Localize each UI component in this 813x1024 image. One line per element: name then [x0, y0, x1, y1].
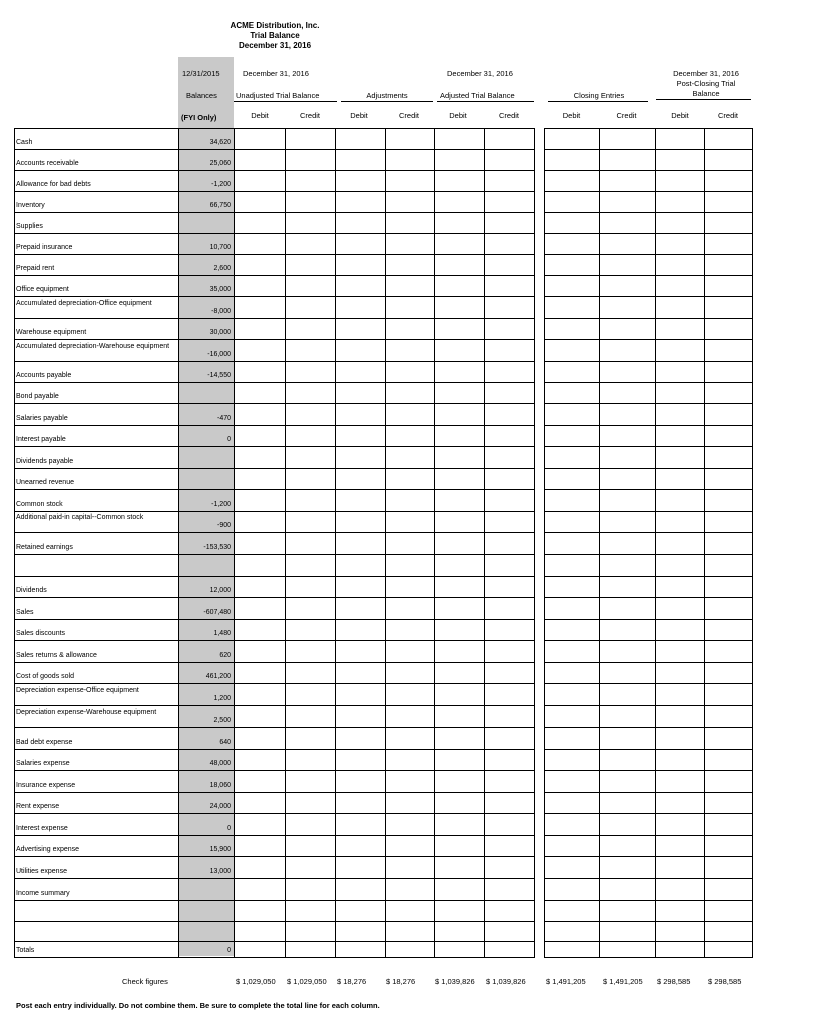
- account-label: Prepaid rent: [16, 265, 55, 272]
- fyi-balance-value: 48,000: [209, 760, 231, 767]
- grid-row-line: [544, 254, 752, 255]
- grid-row-line: [544, 705, 752, 706]
- fyi-balance-value: 620: [219, 652, 231, 659]
- fyi-balance-value: -14,550: [207, 372, 231, 379]
- header-post-date: December 31, 2016: [673, 69, 739, 78]
- account-label: Cash: [16, 139, 33, 146]
- instruction-note: Post each entry individually. Do not combine them. Be sure to complete the total line for each column.: [16, 1001, 380, 1010]
- grid-column-line: [544, 128, 545, 958]
- grid-column-line: [534, 128, 535, 958]
- fyi-balance-value: 13,000: [209, 868, 231, 875]
- grid-row-line: [544, 149, 752, 150]
- grid-row-line: [14, 446, 534, 447]
- grid-row-line: [544, 856, 752, 857]
- header-post-title-1: Post-Closing Trial: [676, 79, 736, 88]
- grid-row-line: [544, 683, 752, 684]
- check-close-debit: $ 1,491,205: [546, 977, 586, 986]
- grid-row-line: [544, 468, 752, 469]
- grid-row-line: [544, 597, 752, 598]
- check-close-credit: $ 1,491,205: [603, 977, 643, 986]
- account-label: Retained earnings: [16, 544, 73, 551]
- fyi-balance-value: -8,000: [211, 308, 231, 315]
- grid-row-line: [14, 403, 534, 404]
- grid-row-line: [14, 900, 534, 901]
- header-prior-balances: Balances: [186, 91, 217, 100]
- fyi-balance-value: 66,750: [209, 202, 231, 209]
- grid-row-line: [14, 318, 534, 319]
- header-unadj-date: December 31, 2016: [243, 69, 309, 78]
- account-label: Bond payable: [16, 393, 59, 400]
- grid-row-line: [14, 382, 534, 383]
- grid-row-line: [14, 792, 534, 793]
- fyi-balance-value: 34,620: [209, 139, 231, 146]
- grid-column-line: [335, 128, 336, 958]
- grid-row-line: [14, 619, 534, 620]
- grid-row-line: [14, 468, 534, 469]
- company-name: ACME Distribution, Inc.: [230, 21, 320, 30]
- fyi-balance-value: 1,480: [213, 630, 231, 637]
- check-unadj-credit: $ 1,029,050: [287, 977, 327, 986]
- grid-row-line: [14, 813, 534, 814]
- grid-row-line: [544, 212, 752, 213]
- fyi-balance-value: 30,000: [209, 329, 231, 336]
- fyi-balance-value: 2,500: [213, 717, 231, 724]
- header-atb-title: Adjusted Trial Balance: [440, 91, 515, 100]
- grid-column-line: [385, 128, 386, 958]
- subheader-debit: Debit: [251, 111, 269, 120]
- subheader-credit: Credit: [616, 111, 637, 120]
- account-label: Office equipment: [16, 286, 69, 293]
- grid-row-line: [544, 900, 752, 901]
- grid-column-line: [234, 128, 235, 958]
- check-unadj-debit: $ 1,029,050: [236, 977, 276, 986]
- grid-column-line: [14, 128, 15, 958]
- grid-row-line: [14, 361, 534, 362]
- grid-row-line: [544, 662, 752, 663]
- account-label: Accumulated depreciation-Office equipment: [16, 300, 152, 307]
- grid-row-line: [544, 554, 752, 555]
- subheader-credit: Credit: [498, 111, 519, 120]
- grid-row-line: [544, 792, 752, 793]
- grid-row-line: [14, 128, 534, 129]
- grid-row-line: [544, 275, 752, 276]
- fyi-balance-value: 15,900: [209, 846, 231, 853]
- grid-row-line: [544, 532, 752, 533]
- grid-row-line: [14, 212, 534, 213]
- account-label: Utilities expense: [16, 868, 67, 875]
- grid-row-line: [14, 576, 534, 577]
- grid-row-line: [14, 727, 534, 728]
- fyi-balance-value: -470: [216, 415, 231, 422]
- fyi-balance-value: 461,200: [205, 673, 231, 680]
- account-label: Sales returns & allowance: [16, 652, 97, 659]
- grid-row-line: [14, 662, 534, 663]
- fyi-balance-value: 2,600: [213, 265, 231, 272]
- header-prior-date: 12/31/2015: [182, 69, 220, 78]
- check-adj-debit: $ 18,276: [337, 977, 367, 986]
- header-unadj-underline: [234, 101, 337, 102]
- grid-row-line: [14, 275, 534, 276]
- account-label: Totals: [16, 947, 35, 954]
- grid-column-line: [752, 128, 753, 958]
- account-label: Depreciation expense-Office equipment: [16, 687, 139, 694]
- grid-row-line: [544, 921, 752, 922]
- account-label: Allowance for bad debts: [16, 181, 91, 188]
- subheader-credit: Credit: [398, 111, 419, 120]
- account-label: Salaries payable: [16, 415, 68, 422]
- account-label: Salaries expense: [16, 760, 70, 767]
- header-atb-underline: [437, 101, 534, 102]
- fyi-balance-value: 24,000: [209, 803, 231, 810]
- report-date: December 31, 2016: [238, 41, 312, 50]
- subheader-debit: Debit: [449, 111, 467, 120]
- fyi-balance-value: -16,000: [207, 351, 231, 358]
- grid-row-line: [544, 446, 752, 447]
- grid-row-line: [14, 770, 534, 771]
- grid-row-line: [14, 878, 534, 879]
- grid-row-line: [14, 835, 534, 836]
- grid-column-line: [599, 128, 600, 958]
- account-label: Cost of goods sold: [16, 673, 74, 680]
- grid-row-line: [14, 856, 534, 857]
- account-label: Bad debt expense: [16, 739, 73, 746]
- grid-row-line: [14, 254, 534, 255]
- subheader-credit: Credit: [717, 111, 738, 120]
- account-label: Accumulated depreciation-Warehouse equipment: [16, 343, 170, 350]
- grid-column-line: [704, 128, 705, 958]
- account-label: Income summary: [16, 890, 70, 897]
- fyi-balance-value: -153,530: [203, 544, 231, 551]
- subheader-debit: Debit: [350, 111, 368, 120]
- grid-row-line: [544, 727, 752, 728]
- account-label: Dividends payable: [16, 458, 74, 465]
- grid-row-line: [544, 170, 752, 171]
- header-closing-underline: [548, 101, 648, 102]
- grid-row-line: [14, 425, 534, 426]
- fyi-balance-value: 0: [227, 947, 231, 954]
- grid-row-line: [14, 191, 534, 192]
- grid-row-line: [14, 532, 534, 533]
- grid-row-line: [14, 339, 534, 340]
- header-adjustments: Adjustments: [366, 91, 408, 100]
- fyi-balance-value: -1,200: [211, 181, 231, 188]
- header-unadj-title: Unadjusted Trial Balance: [236, 91, 320, 100]
- grid-row-line: [14, 554, 534, 555]
- account-label: Accounts receivable: [16, 160, 79, 167]
- account-label: Warehouse equipment: [16, 329, 87, 336]
- account-label: Additional paid-in capital--Common stock: [16, 514, 144, 521]
- grid-row-line: [544, 128, 752, 129]
- grid-row-line: [14, 683, 534, 684]
- header-closing: Closing Entries: [573, 91, 625, 100]
- fyi-balance-value: 18,060: [209, 782, 231, 789]
- account-label: Unearned revenue: [16, 479, 74, 486]
- grid-row-line: [14, 511, 534, 512]
- account-label: Sales discounts: [16, 630, 66, 637]
- check-atb-credit: $ 1,039,826: [486, 977, 526, 986]
- account-label: Common stock: [16, 501, 63, 508]
- fyi-balance-value: 35,000: [209, 286, 231, 293]
- account-label: Sales: [16, 609, 34, 616]
- grid-column-line: [285, 128, 286, 958]
- header-atb-date: December 31, 2016: [447, 69, 513, 78]
- account-label: Interest expense: [16, 825, 68, 832]
- grid-column-line: [178, 128, 179, 958]
- fyi-balance-value: 0: [227, 825, 231, 832]
- grid-row-line: [544, 339, 752, 340]
- grid-row-line: [544, 318, 752, 319]
- grid-row-line: [14, 489, 534, 490]
- grid-row-line: [544, 489, 752, 490]
- grid-row-line: [544, 640, 752, 641]
- grid-row-line: [14, 233, 534, 234]
- grid-row-line: [544, 233, 752, 234]
- grid-row-line: [14, 957, 534, 958]
- fyi-balance-value: 0: [227, 436, 231, 443]
- grid-row-line: [544, 770, 752, 771]
- account-label: Accounts payable: [16, 372, 72, 379]
- account-label: Advertising expense: [16, 846, 80, 853]
- check-adj-credit: $ 18,276: [386, 977, 416, 986]
- account-label: Prepaid insurance: [16, 244, 73, 251]
- fyi-balance-value: -607,480: [203, 609, 231, 616]
- fyi-balance-value: 1,200: [213, 695, 231, 702]
- grid-row-line: [544, 296, 752, 297]
- subheader-credit: Credit: [299, 111, 320, 120]
- grid-column-line: [434, 128, 435, 958]
- grid-row-line: [544, 878, 752, 879]
- grid-row-line: [14, 749, 534, 750]
- grid-row-line: [544, 576, 752, 577]
- grid-row-line: [544, 361, 752, 362]
- header-fyi-only: (FYI Only): [181, 113, 217, 122]
- check-atb-debit: $ 1,039,826: [435, 977, 475, 986]
- fyi-balance-value: -900: [216, 522, 231, 529]
- grid-row-line: [544, 382, 752, 383]
- report-title: Trial Balance: [250, 31, 300, 40]
- subheader-debit: Debit: [671, 111, 689, 120]
- grid-row-line: [544, 403, 752, 404]
- grid-row-line: [544, 941, 752, 942]
- grid-row-line: [14, 149, 534, 150]
- account-label: Inventory: [16, 202, 45, 209]
- account-label: Rent expense: [16, 803, 60, 810]
- grid-column-line: [655, 128, 656, 958]
- grid-row-line: [14, 705, 534, 706]
- grid-row-line: [544, 619, 752, 620]
- header-post-underline: [656, 99, 751, 100]
- fyi-balance-value: 10,700: [209, 244, 231, 251]
- check-figures-label: Check figures: [122, 977, 168, 986]
- header-post-title-2: Balance: [692, 89, 720, 98]
- account-label: Supplies: [16, 223, 43, 230]
- grid-row-line: [544, 425, 752, 426]
- grid-row-line: [544, 957, 752, 958]
- account-label: Depreciation expense-Warehouse equipment: [16, 709, 157, 716]
- fyi-balance-value: 12,000: [209, 587, 231, 594]
- grid-row-line: [544, 511, 752, 512]
- grid-row-line: [544, 835, 752, 836]
- grid-row-line: [14, 640, 534, 641]
- fyi-balance-value: 640: [219, 739, 231, 746]
- fyi-balance-value: -1,200: [211, 501, 231, 508]
- grid-row-line: [544, 813, 752, 814]
- fyi-balance-value: 25,060: [209, 160, 231, 167]
- account-label: Insurance expense: [16, 782, 76, 789]
- grid-row-line: [14, 597, 534, 598]
- grid-row-line: [544, 749, 752, 750]
- grid-row-line: [14, 170, 534, 171]
- header-adj-underline: [341, 101, 433, 102]
- grid-row-line: [14, 296, 534, 297]
- check-post-debit: $ 298,585: [657, 977, 691, 986]
- grid-row-line: [544, 191, 752, 192]
- subheader-debit: Debit: [562, 111, 581, 120]
- grid-column-line: [484, 128, 485, 958]
- grid-row-line: [14, 941, 534, 942]
- check-post-credit: $ 298,585: [708, 977, 742, 986]
- account-label: Dividends: [16, 587, 47, 594]
- grid-row-line: [14, 921, 534, 922]
- account-label: Interest payable: [16, 436, 66, 443]
